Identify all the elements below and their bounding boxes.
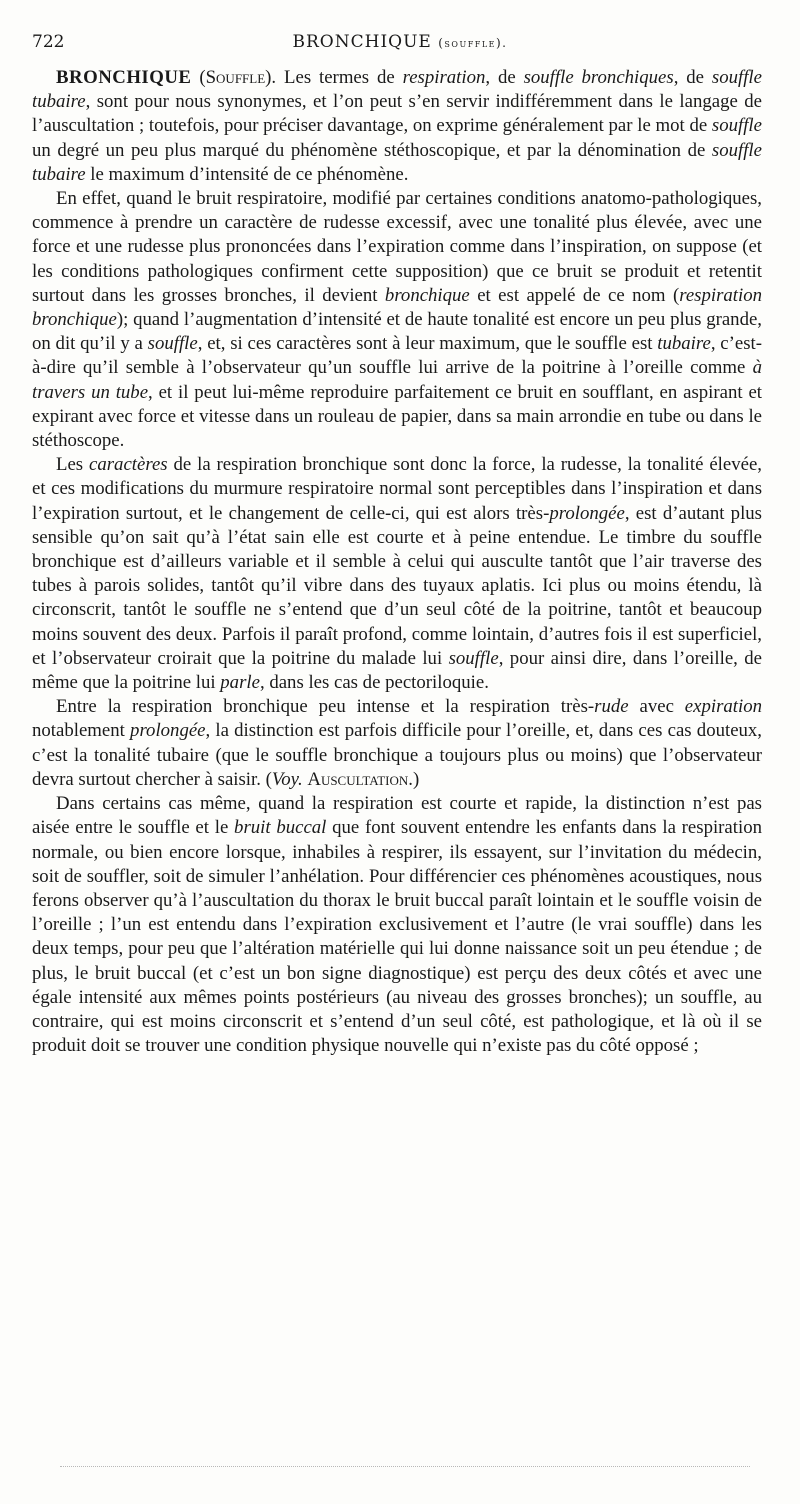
- italic-term: bruit buccal: [234, 817, 327, 839]
- footer-rule: [60, 1466, 750, 1469]
- text-run: Entre la respiration bronchique peu intense et la respiration très-: [56, 696, 595, 718]
- text-run: que font souvent entendre les enfants dans la respiration normale, ou bien encore lorsque, inhabiles à respirer, ils essayent, sur l’invitation du médecin, soit de souffler, soit de simuler l’anhélation. Pour différencier ces phénomènes acoustiques, nous ferons observer qu’à l’auscultation du thorax le bruit buccal paraît lointain et le souffle voisin de l’oreille ; l’un est entendu dans l’expiration exclusivement et l’autre (le vrai souffle) dans les deux temps, pour peu que l’altération matérielle qui lui donne naissance soit un peu étendue ; de plus, le bruit buccal (et c’est un bon signe diagnostique) est perçu des deux côtés et avec une égale intensité aux mêmes points postérieurs (au niveau des grosses bronches); un souffle, au contraire, qui est moins circonscrit et s’entend d’un seul côté, est pathologique, et là où il se produit doit se trouver une condition physique nouvelle qui n’existe pas du côté opposé ;: [32, 817, 762, 1057]
- italic-term: expiration: [684, 696, 762, 718]
- text-run: , de: [673, 67, 712, 88]
- text-run: avec: [628, 696, 685, 718]
- running-title-word: BRONCHIQUE: [292, 32, 432, 52]
- italic-term: Voy.: [271, 768, 303, 790]
- italic-term: prolongée: [549, 502, 625, 524]
- italic-term: souffle tubaire: [32, 139, 762, 185]
- text-run: et est appelé de ce nom (: [469, 284, 680, 306]
- text-run: de la respiration bronchique sont donc la force, la rudesse, la tonalité élevée, et ces modifications du murmure respiratoire normal sont perceptibles dans l’inspiration et dans l’expiration surtout, et le changement de celle-ci, qui est alors très-: [32, 454, 762, 524]
- italic-term: respiration: [402, 67, 486, 88]
- text-run: , et, si ces caractères sont à leur maximum, que le souffle est: [197, 333, 658, 355]
- article-body: [32, 66, 762, 1058]
- running-title-parenthetical: (souffle).: [438, 36, 508, 50]
- italic-term: prolongée: [130, 720, 206, 742]
- text-run: un degré un peu plus marqué du phénomène stéthoscopique, et par la dénomination de: [32, 139, 712, 161]
- italic-term: souffle: [711, 115, 762, 137]
- text-run: , la distinction est parfois difficile pour l’oreille, et, dans ces cas douteux, c’est la tonalité tubaire (que le souffle bronchique a toujours plus ou moins) que l’observateur devra surtout chercher à saisir. (: [32, 720, 763, 790]
- text-run: , c’est-à-dire qu’il semble à l’observateur qu’un souffle lui arrive de la poitrine à l’oreille comme: [32, 333, 762, 379]
- text-run: Les: [56, 454, 90, 476]
- text-run: notablement: [32, 720, 131, 742]
- italic-term: souffle bronchiques: [523, 67, 674, 88]
- paragraph: [32, 792, 762, 1058]
- italic-term: bronchique: [384, 284, 470, 306]
- running-title: [32, 32, 768, 52]
- text-run: , et il peut lui-même reproduire parfaitement ce bruit en soufflant, en aspirant et expirant avec force et vitesse dans un rouleau de papier, dans sa main arrondie en tube ou dans le stéthoscope.: [32, 381, 762, 452]
- italic-term: tubaire: [657, 333, 711, 355]
- italic-term: parle: [220, 672, 260, 694]
- paragraph: [32, 187, 762, 453]
- small-caps-term: Auscultation: [307, 768, 409, 790]
- text-run: , pour ainsi dire, dans l’oreille, de même que la poitrine lui: [32, 647, 763, 694]
- small-caps-term: Souffle: [205, 67, 266, 88]
- italic-term: caractères: [89, 454, 168, 476]
- text-run: Dans certains cas même, quand la respiration est courte et rapide, la distinction n’est pas aisée entre le souffle et le: [32, 793, 762, 839]
- text-run: , sont pour nous synonymes, et l’on peut s’en servir indifféremment dans le langage de l’auscultation ; toutefois, pour préciser davantage, on exprime généralement par le mot de: [32, 91, 762, 137]
- paragraph: [32, 695, 762, 792]
- text-run: ); quand l’augmentation d’intensité et de haute tonalité est encore un peu plus grande, on dit qu’il y a: [32, 309, 762, 355]
- italic-term: respiration bronchique: [32, 284, 762, 331]
- italic-term: souffle: [147, 333, 198, 355]
- italic-term: souffle: [448, 647, 499, 669]
- headword: BRONCHIQUE: [56, 67, 192, 88]
- italic-term: rude: [594, 696, 629, 718]
- text-run: (: [191, 67, 206, 88]
- italic-term: à travers un tube: [32, 357, 762, 403]
- text-run: ). Les termes de: [265, 67, 403, 88]
- paragraph: [32, 66, 762, 187]
- text-run: le maximum d’intensité de ce phénomène.: [85, 163, 409, 185]
- text-run: .): [408, 768, 420, 790]
- text-run: En effet, quand le bruit respiratoire, modifié par certaines conditions anatomo-pathologiques, commence à prendre un caractère de rudesse excessif, avec une tonalité plus élevée, avec une force et une rudesse plus prononcées dans l’expiration comme dans l’inspiration, on suppose (et les conditions pathologiques confirment cette supposition) que ce bruit se produit et retentit surtout dans les grosses bronches, il devient: [32, 188, 762, 306]
- text-run: , est d’autant plus sensible qu’on sait qu’à l’état sain elle est courte et à peine entendue. Le timbre du souffle bronchique est d’ailleurs variable et il semble à celui qui ausculte tantôt que l’air traverse des tubes à parois solides, tantôt qu’il vibre dans des tuyaux aplatis. Ici plus ou moins étendu, là circonscrit, tantôt le souffle ne s’entend que d’un seul côté de la poitrine, tantôt et beaucoup moins souvent des deux. Parfois il paraît profond, comme lointain, d’autres fois il est superficiel, et l’observateur croirait que la poitrine du malade lui: [32, 502, 762, 669]
- paragraph: [32, 453, 762, 695]
- page-header: [32, 32, 768, 56]
- text-run: , dans les cas de pectoriloquie.: [259, 672, 489, 694]
- page-number: 722: [32, 32, 65, 52]
- italic-term: souffle tubaire: [32, 67, 762, 113]
- text-run: , de: [485, 67, 524, 88]
